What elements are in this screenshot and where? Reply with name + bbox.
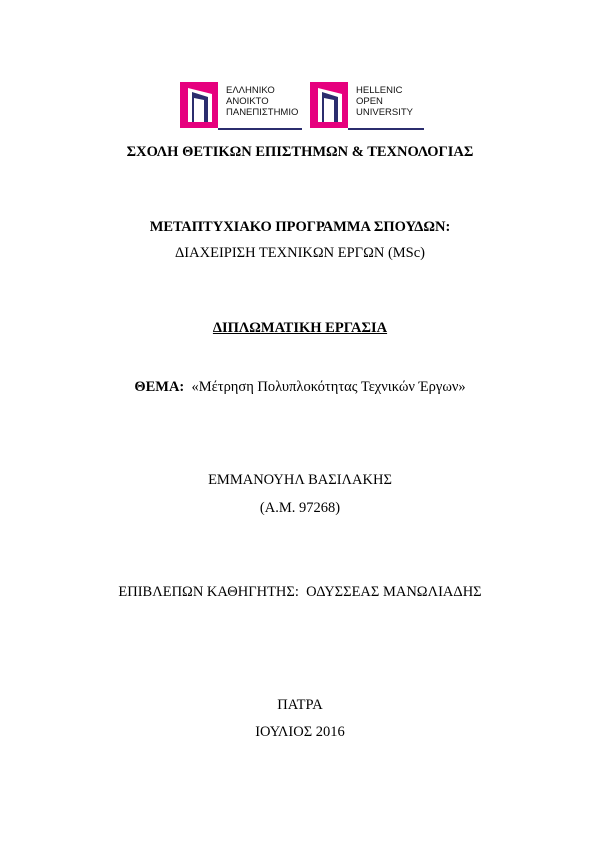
place: ΠΑΤΡΑ	[277, 697, 323, 713]
english-university-logo	[308, 78, 428, 132]
logo-line: ΕΛΛΗΝΙΚΟ	[226, 85, 275, 96]
program-name: ΔΙΑΧΕΙΡΙΣΗ ΤΕΧΝΙΚΩΝ ΕΡΓΩΝ (MSc)	[174, 245, 425, 261]
supervisor-label: ΕΠΙΒΛΕΠΩΝ ΚΑΘΗΓΗΤΗΣ:	[118, 584, 299, 600]
date: ΙΟΥΛΙΟΣ 2016	[255, 724, 345, 740]
english-logo-text	[356, 85, 413, 118]
topic-value: «Μέτρηση Πολυπλοκότητας Τεχνικών Έργων»	[191, 379, 466, 395]
logo-line: OPEN	[356, 96, 383, 107]
greek-university-logo	[178, 78, 306, 132]
university-logos	[178, 78, 428, 132]
topic-line	[0, 378, 600, 396]
supervisor-name: ΟΔΥΣΣΕΑΣ ΜΑΝΩΛΙΑΔΗΣ	[306, 584, 482, 600]
school-heading: ΣΧΟΛΗ ΘΕΤΙΚΩΝ ΕΠΙΣΤΗΜΩΝ & ΤΕΧΝΟΛΟΓΙΑΣ	[126, 144, 474, 160]
logo-underline	[218, 128, 302, 130]
author-id: (Α.Μ. 97268)	[259, 500, 341, 516]
author-name: ΕΜΜΑΝΟΥΗΛ ΒΑΣΙΛΑΚΗΣ	[208, 472, 392, 488]
thesis-type-text: ΔΙΠΛΩΜΑΤΙΚΗ ΕΡΓΑΣΙΑ	[212, 320, 388, 336]
supervisor-line	[0, 583, 600, 601]
logo-line: UNIVERSITY	[356, 107, 414, 118]
logo-underline	[348, 128, 424, 130]
topic-label: ΘΕΜΑ:	[134, 379, 185, 395]
logo-line: ΑΝΟΙΚΤΟ	[226, 96, 269, 107]
logo-line: ΠΑΝΕΠΙΣΤΗΜΙΟ	[226, 107, 299, 118]
program-heading: ΜΕΤΑΠΤΥΧΙΑΚΟ ΠΡΟΓΡΑΜΜΑ ΣΠΟΥΔΩΝ:	[149, 219, 451, 235]
greek-logo-text	[226, 85, 298, 118]
thesis-type	[0, 319, 600, 337]
logo-line: HELLENIC	[356, 85, 403, 96]
